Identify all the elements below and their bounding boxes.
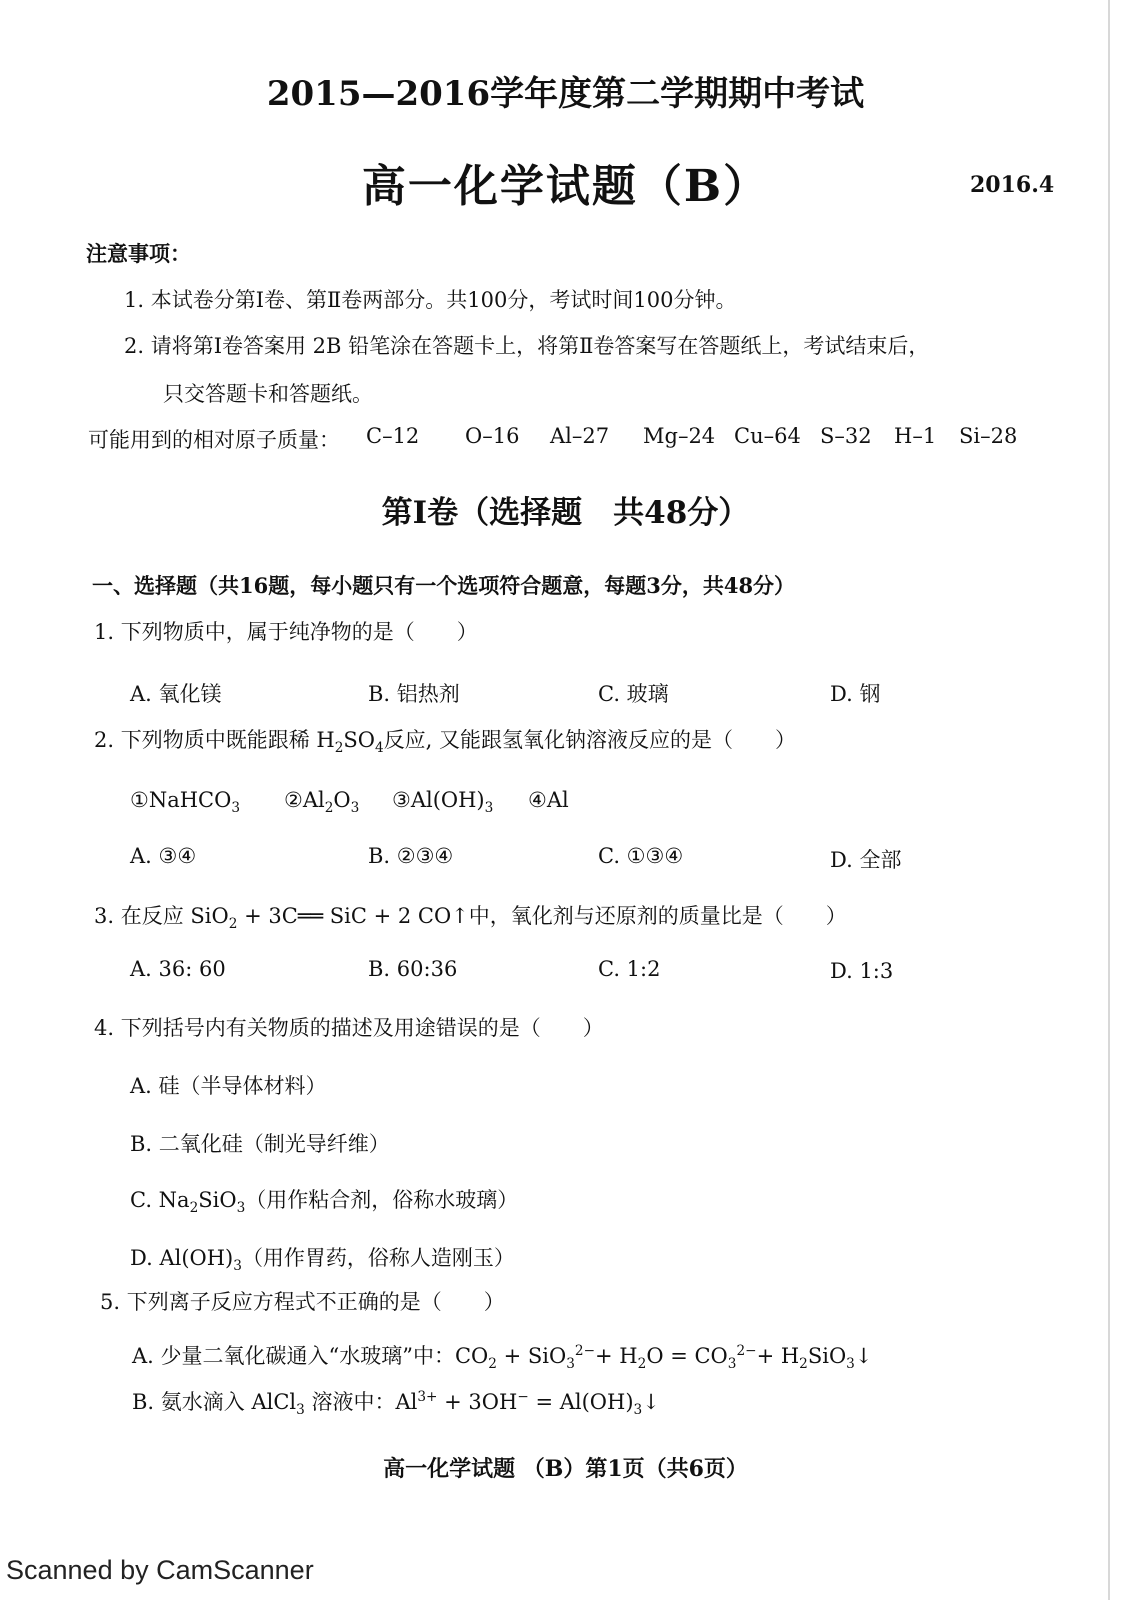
section-1-title: 第Ⅰ卷（选择题 共48分）: [381, 495, 750, 531]
scanner-watermark: Scanned by CamScanner: [6, 1555, 314, 1585]
q5-stem: 5. 下列离子反应方程式不正确的是（ ）: [100, 1290, 505, 1314]
q3-option-c: C. 1:2: [598, 957, 661, 981]
q2-option-c: C. ①③④: [598, 844, 684, 868]
notice-item-2-line-1: 2. 请将第Ⅰ卷答案用 2B 铅笔涂在答题卡上，将第Ⅱ卷答案写在答题纸上，考试结束后，: [124, 334, 930, 358]
atomic-mass-al: Al–27: [550, 424, 610, 448]
atomic-mass-mg: Mg–24: [643, 424, 716, 448]
part-1-heading: 一、选择题（共16题，每小题只有一个选项符合题意，每题3分，共48分）: [92, 573, 796, 598]
notice-heading: 注意事项：: [86, 241, 191, 266]
exam-title: 2015—2016学年度第二学期期中考试: [266, 74, 865, 114]
q2-item-4: ④Al: [528, 788, 569, 812]
page-edge: [1108, 0, 1110, 1600]
q2-option-a: A. ③④: [130, 844, 197, 868]
atomic-mass-label: 可能用到的相对原子质量：: [88, 428, 340, 452]
q1-option-b: B. 铝热剂: [368, 682, 460, 706]
paper-title: 高一化学试题（B）: [361, 161, 770, 212]
q2-item-1: ①NaHCO$_3$: [130, 788, 241, 817]
atomic-mass-s: S–32: [820, 424, 872, 448]
q1-option-d: D. 钢: [830, 682, 881, 706]
q2-item-2: $②Al_2O_3$: [284, 788, 360, 817]
q4-option-d: D. $Al(OH)_3$（用作胃药，俗称人造刚玉）: [130, 1246, 515, 1275]
q2-option-d: D. 全部: [830, 848, 902, 872]
q2-stem: 2. 下列物质中既能跟稀 $H_2SO_4$反应, 又能跟氢氧化钠溶液反应的是（ ）: [94, 728, 797, 757]
atomic-mass-h: H–1: [894, 424, 937, 448]
q5-option-a: A. 少量二氧化碳通入“水玻璃”中：$CO_2 + SiO_3^{2-}+ H_2O = CO_3^{2-}+$ $H_2SiO_3↓$: [132, 1343, 873, 1373]
q4-option-b: B. 二氧化硅（制光导纤维）: [130, 1132, 390, 1156]
notice-item-1: 1. 本试卷分第Ⅰ卷、第Ⅱ卷两部分。共100分，考试时间100分钟。: [124, 288, 737, 312]
atomic-mass-c: C–12: [366, 424, 420, 448]
atomic-mass-si: Si–28: [959, 424, 1018, 448]
q1-stem: 1. 下列物质中，属于纯净物的是（ ）: [94, 620, 478, 644]
q3-option-b: B. 60:36: [368, 957, 458, 981]
page-footer: 高一化学试题 （B）第1页（共6页）: [383, 1456, 748, 1482]
q4-stem: 4. 下列括号内有关物质的描述及用途错误的是（ ）: [94, 1016, 604, 1040]
q1-option-c: C. 玻璃: [598, 682, 669, 706]
atomic-mass-o: O–16: [465, 424, 520, 448]
q4-option-a: A. 硅（半导体材料）: [130, 1074, 327, 1098]
notice-item-2-line-2: 只交答题卡和答题纸。: [163, 382, 373, 406]
q2-item-3: $③Al(OH)_3$: [392, 788, 494, 817]
q3-stem: 3. 在反应 SiO$_2$ + 3C══ SiC + 2 CO↑中，氧化剂与还原剂的质量比是（ ）: [94, 904, 847, 933]
q3-option-a: A. 36: 60: [130, 957, 226, 981]
q5-option-b: B. 氨水滴入 AlCl$_3$ 溶液中：$Al^{3+} + 3OH^-$ = $Al(OH)_3↓$: [132, 1389, 660, 1419]
exam-date: 2016.4: [970, 172, 1055, 198]
q2-option-b: B. ②③④: [368, 844, 454, 868]
q4-option-c: C. $Na_2SiO_3$（用作粘合剂，俗称水玻璃）: [130, 1188, 519, 1217]
q3-option-d: D. 1:3: [830, 959, 894, 983]
q1-option-a: A. 氧化镁: [130, 682, 222, 706]
atomic-mass-cu: Cu–64: [734, 424, 801, 448]
